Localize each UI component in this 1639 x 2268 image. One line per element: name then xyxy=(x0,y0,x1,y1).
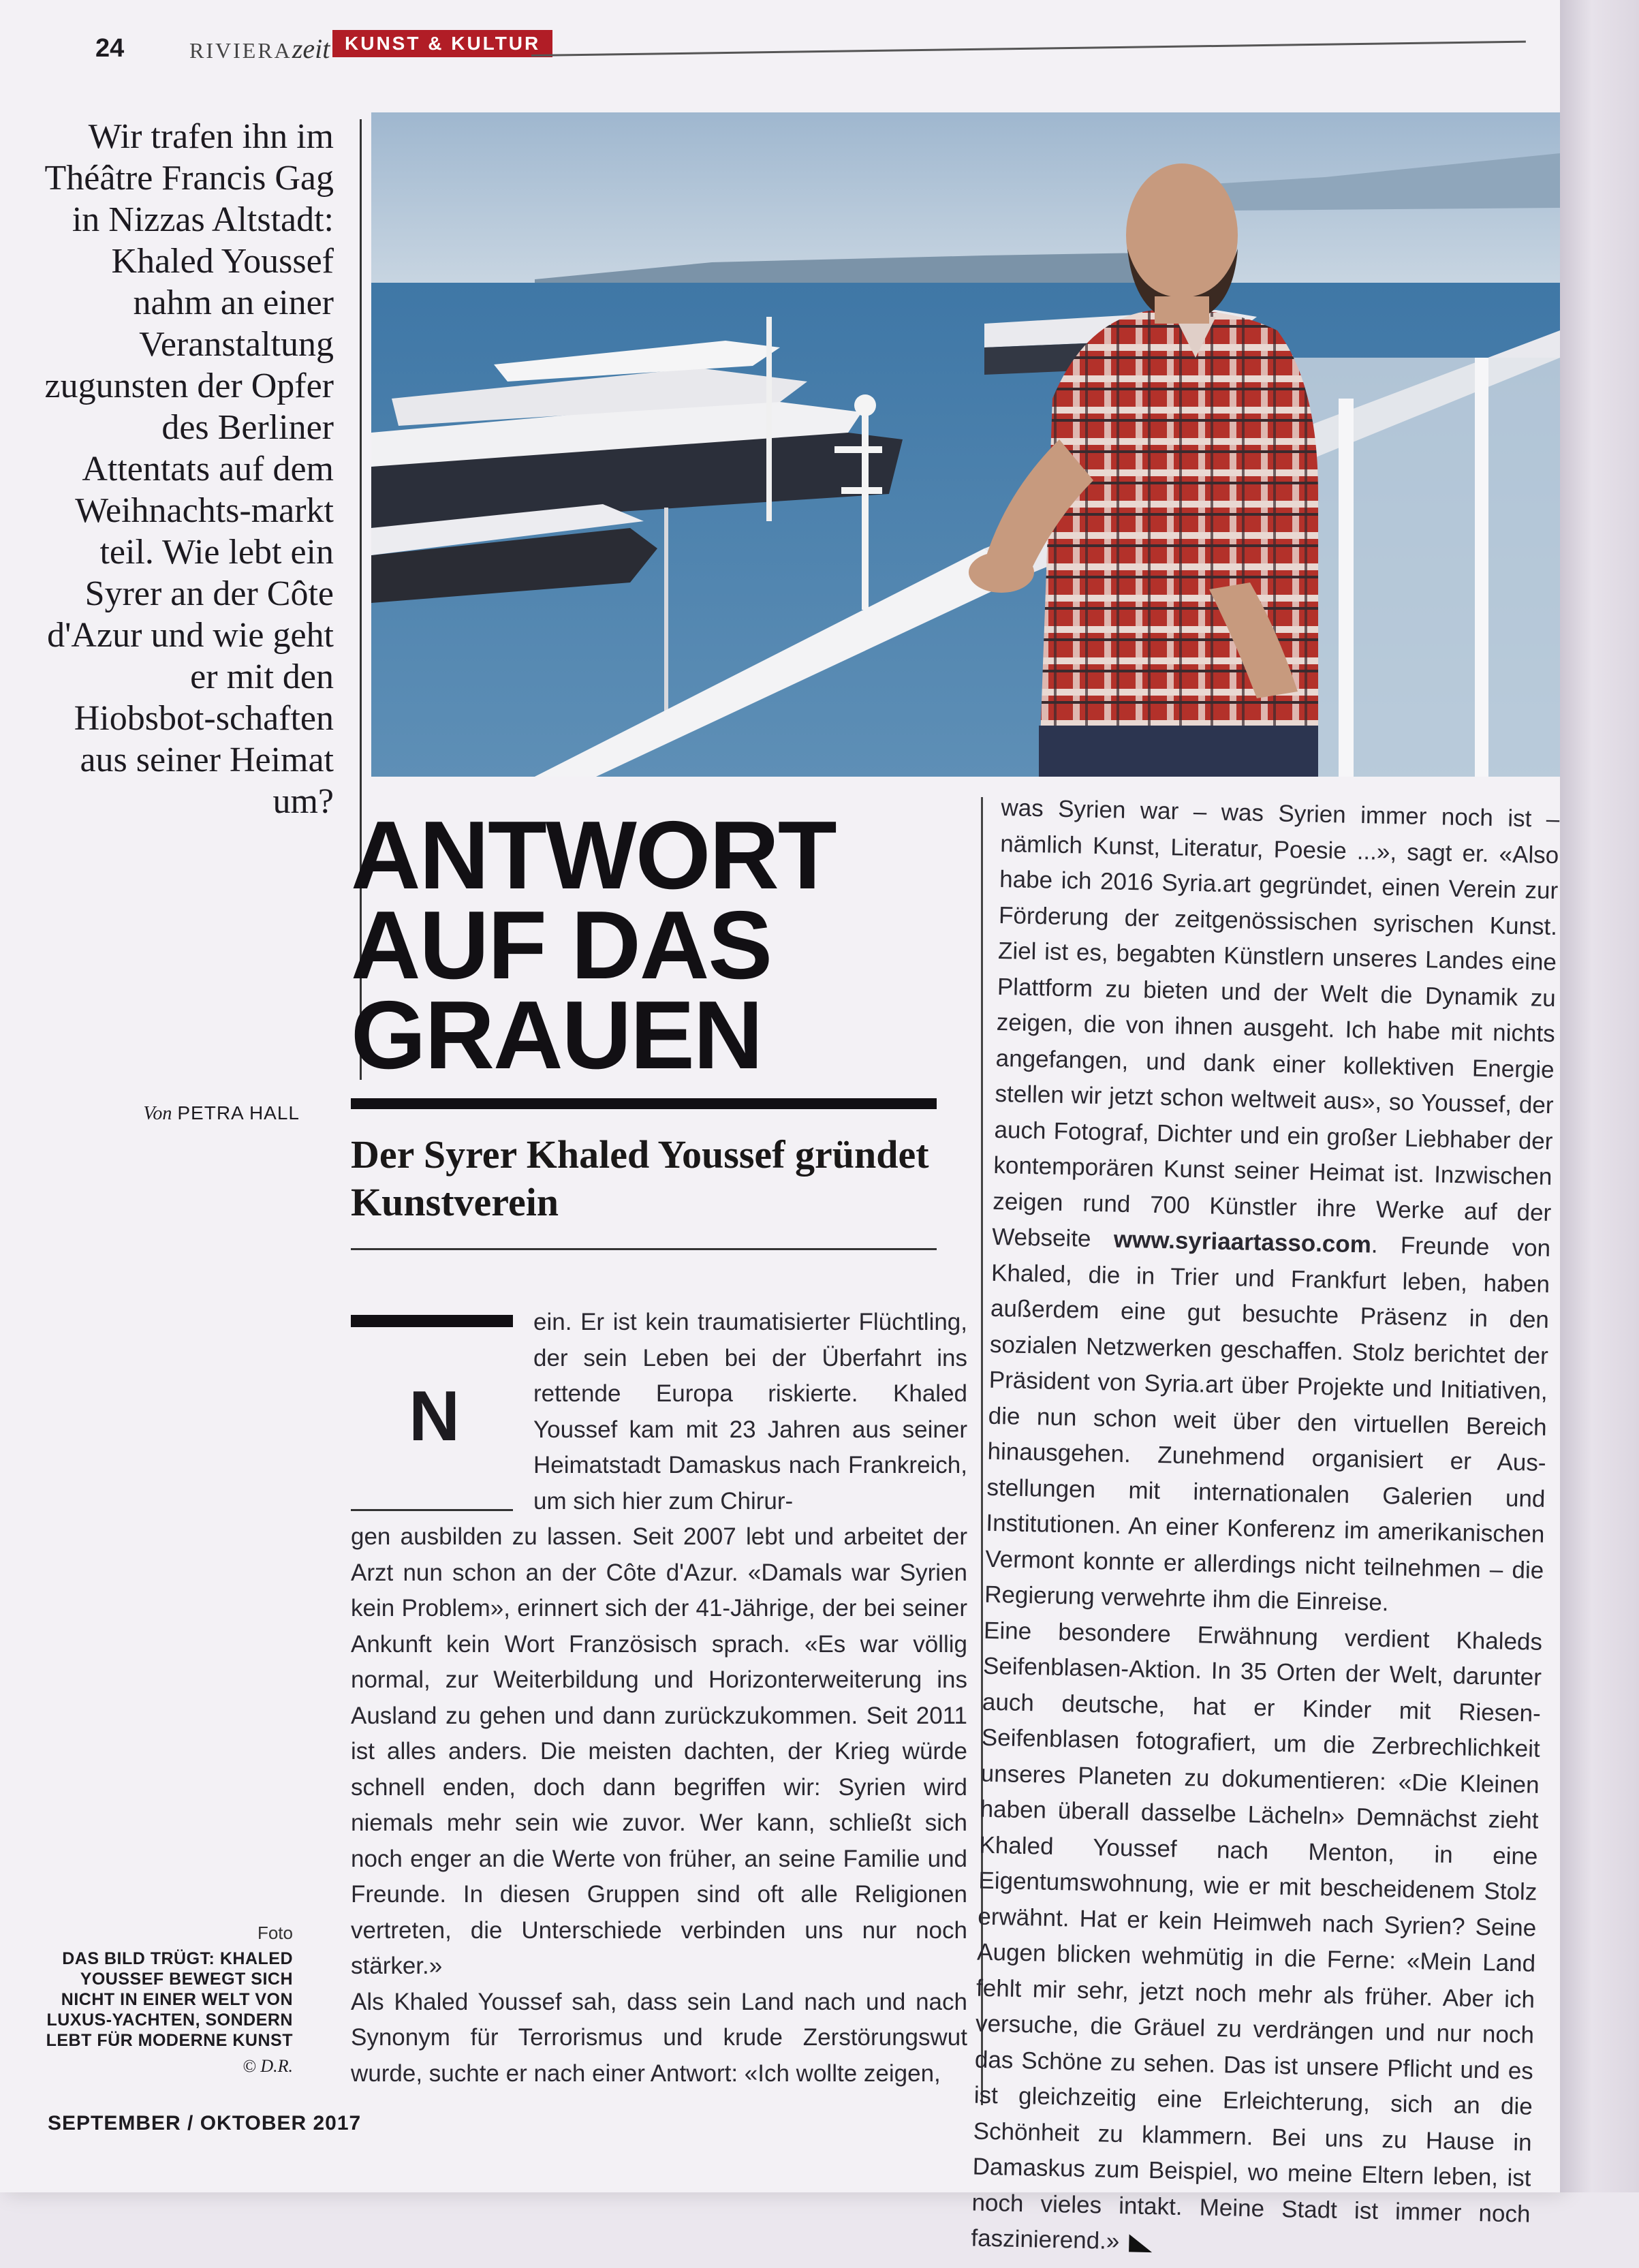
headline-line-1: ANTWORT xyxy=(351,801,836,910)
headline xyxy=(351,801,937,1089)
photo-illustration xyxy=(371,112,1560,777)
header-rule xyxy=(531,41,1526,57)
paragraph xyxy=(971,1613,1543,2268)
caption-label: Foto xyxy=(257,1923,293,1943)
article-photo xyxy=(371,112,1560,777)
headline-rule xyxy=(351,1098,937,1109)
paragraph: gen ausbilden zu lassen. Seit 2007 lebt und arbeitet der Arzt nun schon an der Côte d'Azur. «Damals war Syrien kein Problem», erinnert sich der 41-Jährige, der bei seiner Ankunft kein Wort Französisch sprach. «Es war völlig normal, zur Weiterbildung und Horizonterweiterung ins Ausland zu gehen und dann zurückzukommen. Seit 2011 ist alles anders. Die meisten dachten, der Krieg würde schnell enden, doch dann begriffen wir: Syrien wird niemals mehr sein wie zuvor. Wer kann, schließt sich noch enger an die Werte von früher, an seine Familie und Freunde. In diesen Gruppen sind oft alle Religionen vertreten, die Unterschiede verbinden uns nur noch stärker.» xyxy=(351,1523,967,1979)
teaser-text: Wir trafen ihn im Théâtre Francis Gag in Nizzas Altstadt: Khaled Youssef nahm an einer Veranstaltung zugunsten der Opfer des Berliner Attentats auf dem Weihnachts-markt teil. Wie lebt ein Syrer an der Côte d'Azur und wie geht er mit den Hiobsbot-schaften aus seiner Heimat um? xyxy=(44,117,334,821)
paragraph-text: was Syrien war – was Syrien immer noch ist – nämlich Kunst, Literatur, Poesie ...», sagt er. «Also habe ich 2016 Syria.art gegründet, einen Verein zur Förderung der zeitgenössischen syrischen Kunst. Ziel ist es, begabten Künstlern unseres Landes eine Plattform zu bieten und der Welt die Dynamik zu zeigen, die von ihnen ausgeht. Ich habe mit nichts angefangen, und dank einer kollektiven Energie stellen wir jetzt schon weltweit aus», so Youssef, der auch Fotograf, Dichter und ein großer Liebhaber der kontemporären Kunst seiner Heimat ist. Inzwischen zeigen rund 700 Künstler ihre Werke auf der Webseite xyxy=(991,794,1560,1252)
subheadline: Der Syrer Khaled Youssef gründet Kunstverein xyxy=(351,1132,929,1224)
page-edge xyxy=(1560,0,1639,2192)
masthead-name: RIVIERA xyxy=(189,38,292,63)
byline-prefix: Von xyxy=(143,1103,172,1124)
section-badge: KUNST & KULTUR xyxy=(332,30,552,57)
byline xyxy=(41,1102,300,1125)
page-number: 24 xyxy=(95,34,125,63)
masthead xyxy=(189,33,330,65)
issue-date: SEPTEMBER / OKTOBER 2017 xyxy=(48,2112,362,2134)
headline-line-3: GRAUEN xyxy=(351,981,762,1089)
paragraph-text: Eine besondere Erwähnung verdient Khaleds Seifenblasen-Aktion. In 35 Orten der Welt, darunter auch deutsche, hat er Kinder mit Riesen-Seifenblasen fotografiert, um die Zerbrechlichkeit unseres Planeten zu dokumentieren: «Die Kleinen haben überall dasselbe Lächeln» Demnächst zieht Khaled Youssef nach Menton, in eine Eigentumswohnung, wie er mit bescheidenem Stolz erwähnt. Hat er kein Heimweh nach Syrien? Seine Augen blicken wehmütig in die Ferne: «Mein Land fehlt mir sehr, jetzt noch mehr als früher. Aber ich versuche, die Gräuel zu verdrängen und nur noch das Schöne zu sehen. Das ist unsere Pflicht und es ist gleichzeitig eine Erleichterung, sich an die Schönheit zu klammern. Bei uns zu Hause in Damaskus zum Beispiel, wo meine Eltern leben, ist noch vieles intakt. Meine Stadt ist immer noch faszinierend.» xyxy=(971,1617,1543,2255)
subheadline-rule xyxy=(351,1248,937,1250)
paragraph-text: . Freunde von Khaled, die in Trier und Frankfurt leben, haben außerdem eine gut besuchte Präsenz in den sozialen Netzwerken geschaffen. Stolz berichtet der Präsident von Syria.art über Projekte und Initiativen, die nun schon weit über den virtuellen Bereich hinausgehen. Zunehmend organisiert er Aus-stellungen mit internationalen Galerien und Institutionen. An einer Konferenz im amerikanischen Vermont konnte er allerdings nicht teilnehmen – die Regierung verwehrte ihm die Einreise. xyxy=(984,1231,1551,1617)
article-column-1 xyxy=(351,1305,967,2092)
caption-credit: © D.R. xyxy=(243,2056,293,2076)
masthead-suffix: zeit xyxy=(292,33,330,64)
caption-text: DAS BILD TRÜGT: KHALED YOUSSEF BEWEGT SICH NICHT IN EINER WELT VON LUXUS-YACHTEN, SONDERN LEBT FÜR MODERNE KUNST xyxy=(46,1949,293,2050)
photo-caption xyxy=(41,1923,293,2077)
byline-author: PETRA HALL xyxy=(177,1102,300,1123)
lead-paragraph: ein. Er ist kein traumatisierter Flüchtling, der sein Leben bei der Überfahrt ins rettende Europa riskierte. Khaled Youssef kam mit 23 Jahren aus seiner Heimatstadt Damaskus nach Frankreich, um sich hier zum Chirur- xyxy=(533,1309,967,1514)
paragraph xyxy=(984,790,1560,1624)
paragraph: Als Khaled Youssef sah, dass sein Land nach und nach Synonym für Terrorismus und krude Zerstörungswut wurde, suchte er nach einer Antwort: «Ich wollte zeigen, xyxy=(351,1988,967,2087)
dropcap: N xyxy=(409,1377,461,1456)
website-link[interactable]: www.syriaartasso.com xyxy=(1113,1226,1372,1258)
article-column-2 xyxy=(971,790,1560,2268)
end-mark-icon xyxy=(1129,2234,1153,2252)
headline-line-2: AUF DAS xyxy=(351,891,772,999)
